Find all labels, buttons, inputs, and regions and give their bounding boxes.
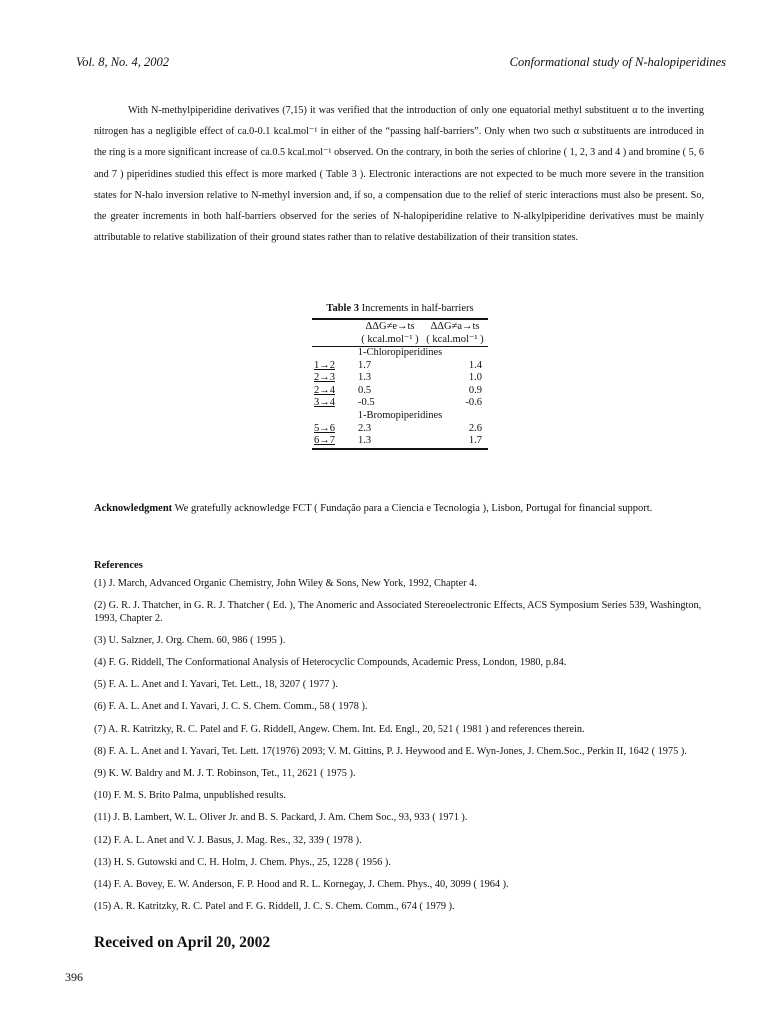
value-eq: -0.5 [358, 397, 375, 409]
column-unit-ax: ( kcal.mol⁻¹ ) [426, 334, 484, 345]
step-label: 1→2 [314, 359, 335, 371]
increments-table [312, 318, 488, 450]
step-label: 2→3 [314, 372, 335, 384]
value-ax: 0.9 [468, 384, 482, 396]
table-caption [312, 303, 488, 314]
reference-item: (14) F. A. Bovey, E. W. Anderson, F. P. Hood and R. L. Kornegay, J. Chem. Phys., 40, 3099 ( 1964 ). [94, 879, 509, 891]
step-label: 3→4 [314, 397, 335, 409]
value-ax: 2.6 [468, 422, 482, 434]
page-number: 396 [65, 970, 83, 984]
column-header-eq: ΔΔG≠e→ts [365, 321, 415, 332]
acknowledgment-text: We gratefully acknowledge FCT ( Fundação para a Ciencia e Tecnologia ), Lisbon, Portugal for financial support. [174, 503, 653, 514]
reference-item: (8) F. A. L. Anet and I. Yavari, Tet. Lett. 17(1976) 2093; V. M. Gittins, P. J. Heywood and E. Wyn-Jones, J. Chem.Soc., Perkin II, 1642 ( 1975 ). [94, 745, 687, 757]
running-head [76, 55, 726, 73]
value-ax: 1.0 [468, 372, 482, 384]
reference-item: (1) J. March, Advanced Organic Chemistry, John Wiley & Sons, New York, 1992, Chapter 4. [94, 578, 477, 589]
acknowledgment [94, 498, 704, 519]
reference-item: (6) F. A. L. Anet and I. Yavari, J. C. S. Chem. Comm., 58 ( 1978 ). [94, 701, 368, 713]
reference-item: (12) F. A. L. Anet and V. J. Basus, J. Mag. Res., 32, 339 ( 1978 ). [94, 834, 362, 846]
step-label: 6→7 [314, 435, 335, 447]
step-label: 2→4 [314, 384, 335, 396]
table-row [312, 397, 488, 410]
reference-item: (13) H. S. Gutowski and C. H. Holm, J. Chem. Phys., 25, 1228 ( 1956 ). [94, 856, 391, 868]
table-row [312, 385, 488, 398]
reference-item: (7) A. R. Katritzky, R. C. Patel and F. G. Riddell, Angew. Chem. Int. Ed. Engl., 20, 521 ( 1981 ) and references therein. [94, 723, 585, 735]
value-ax: 1.7 [468, 435, 482, 447]
reference-item: (9) K. W. Baldry and M. J. T. Robinson, Tet., 11, 2621 ( 1975 ). [94, 768, 356, 780]
body-paragraph [94, 100, 704, 248]
group-heading-bromo: 1-Bromopiperidines [357, 409, 443, 421]
table-row [312, 372, 488, 385]
acknowledgment-label: Acknowledgment [94, 503, 173, 514]
column-unit-eq: ( kcal.mol⁻¹ ) [361, 334, 419, 345]
value-eq: 1.7 [358, 359, 372, 371]
table-row [312, 423, 488, 436]
value-eq: 1.3 [358, 372, 372, 384]
article-short-title: Conformational study of N-halopiperidines [509, 55, 726, 69]
column-header-ax: ΔΔG≠a→ts [430, 321, 480, 332]
reference-item: (15) A. R. Katritzky, R. C. Patel and F. G. Riddell, J. C. S. Chem. Comm., 674 ( 1979 ). [94, 901, 455, 913]
table-caption-label: Table 3 [326, 303, 359, 314]
table-caption-text: Increments in half-barriers [361, 303, 474, 314]
reference-item: (2) G. R. J. Thatcher, in G. R. J. Thatcher ( Ed. ), The Anomeric and Associated Stereoelectronic Effects, ACS Symposium Series 539, Washington, 1993, Chapter 2. [94, 600, 702, 624]
reference-item: (5) F. A. L. Anet and I. Yavari, Tet. Lett., 18, 3207 ( 1977 ). [94, 679, 338, 691]
body-paragraph-text: With N-methylpiperidine derivatives (7,15) it was verified that the introduction of only one equatorial methyl substituent α to the inverting nitrogen has a negligible effect of ca.0-0.1 kcal.mol⁻¹ in either of the “passing half-barriers”. Only when two such α substituents are introduced in the ring is a more significant increase of ca.0.5 kcal.mol⁻¹ observed. On the contrary, in both the series of chlorine ( 1, 2, 3 and 4 ) and bromine ( 5, 6 and 7 ) piperidines studied this effect is more marked ( Table 3 ). Electronic interactions are not expected to be much more severe in the transition states for N-halo inversion relative to N-methyl inversion and, if so, a compensation due to the relief of steric interactions must also be present. So, the greater increments in both half-barriers observed for the series of N-halopiperidine relative to N-alkylpiperidine derivatives must be mainly attributable to relative stabilization of their ground states rather than to relative destabilization of their transition states. [94, 105, 704, 244]
reference-list [94, 578, 714, 923]
reference-item: (4) F. G. Riddell, The Conformational Analysis of Heterocyclic Compounds, Academic Press, London, 1980, p.84. [94, 657, 567, 669]
journal-volume-issue: Vol. 8, No. 4, 2002 [76, 55, 170, 69]
received-date: Received on April 20, 2002 [94, 934, 271, 951]
table-row [312, 360, 488, 373]
value-eq: 2.3 [358, 422, 372, 434]
step-label: 5→6 [314, 422, 335, 434]
reference-item: (3) U. Salzner, J. Org. Chem. 60, 986 ( 1995 ). [94, 634, 286, 646]
value-eq: 1.3 [358, 435, 372, 447]
references-heading: References [94, 560, 143, 571]
value-eq: 0.5 [358, 384, 372, 396]
table-3 [312, 303, 488, 450]
value-ax: -0.6 [465, 397, 482, 409]
table-row [312, 435, 488, 449]
group-heading-chloro: 1-Chloropiperidines [357, 347, 443, 358]
reference-item: (11) J. B. Lambert, W. L. Oliver Jr. and B. S. Packard, J. Am. Chem Soc., 93, 933 ( 1971 ). [94, 812, 468, 824]
reference-item: (10) F. M. S. Brito Palma, unpublished results. [94, 790, 286, 802]
value-ax: 1.4 [468, 359, 482, 371]
